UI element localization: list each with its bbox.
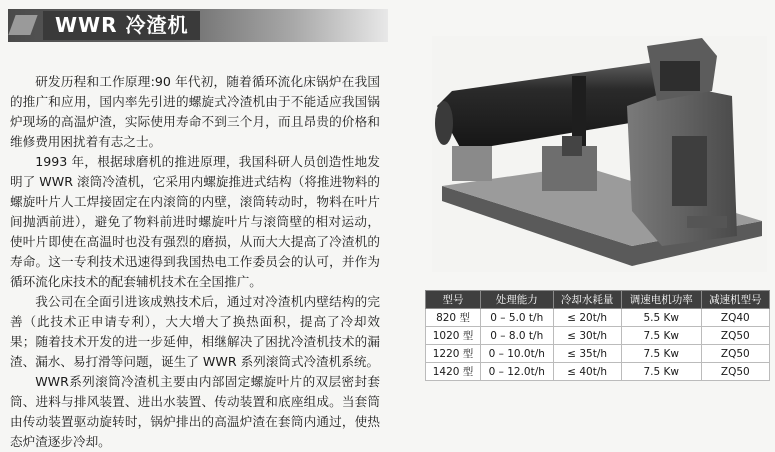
cell-reducer: ZQ50 — [701, 327, 769, 345]
column-header-motor: 调速电机功率 — [621, 291, 701, 309]
table-row — [426, 345, 770, 363]
cell-motor: 7.5 Kw — [621, 363, 701, 381]
column-header-reducer: 减速机型号 — [701, 291, 769, 309]
table-row — [426, 309, 770, 327]
cell-model: 1020 型 — [426, 327, 481, 345]
column-header-model: 型号 — [426, 291, 481, 309]
cell-model: 1420 型 — [426, 363, 481, 381]
cell-water: ≤ 35t/h — [553, 345, 621, 363]
cell-reducer: ZQ50 — [701, 363, 769, 381]
table-header-row — [426, 291, 770, 309]
cell-model: 820 型 — [426, 309, 481, 327]
cell-reducer: ZQ50 — [701, 345, 769, 363]
cell-water: ≤ 40t/h — [553, 363, 621, 381]
paragraph-structure: WWR系列滚筒冷渣机主要由内部固定螺旋叶片的双层密封套筒、进料与排风装置、进出水装置、传动装置和底座组成。当套筒由传动装置驱动旋转时，锅炉排出的高温炉渣在套筒内通过，使热态炉渣逐步冷却。 — [10, 374, 380, 449]
cell-reducer: ZQ40 — [701, 309, 769, 327]
cell-water: ≤ 20t/h — [553, 309, 621, 327]
paragraph-improvement: 我公司在全面引进该成熟技术后，通过对冷渣机内壁结构的完善（此技术正申请专利），大大增大了换热面积，提高了冷却效果；随着技术开发的进一步延伸，相继解决了困扰冷渣机技术的漏渣、漏水、易打滑等问题，诞生了 WWR 系列滚筒式冷渣机系统。 — [10, 294, 380, 369]
cell-model: 1220 型 — [426, 345, 481, 363]
paragraph-history: 研发历程和工作原理:90 年代初，随着循环流化床锅炉在我国的推广和应用，国内率先引进的螺旋式冷渣机由于不能适应我国锅炉现场的高温炉渣，实际使用寿命不到三个月，而且昂贵的价格和维修费用困扰着有志之士。 — [10, 74, 380, 149]
paragraph-invention: 1993 年，根据球磨机的推进原理，我国科研人员创造性地发明了 WWR 滚筒冷渣机，它采用内螺旋推进式结构（将推进物料的螺旋叶片人工焊接固定在内滚筒的内壁，滚筒转动时，物料在叶片间抛洒前进），避免了物料前进时螺旋叶片与滚筒壁的相对运动，使叶片即使在高温时也没有强烈的磨损，从而大大提高了冷渣机的寿命。这一专利技术迅速得到我国热电工作委员会的认可，并作为循环流化床技术的配套辅机技术在全国推广。 — [10, 154, 380, 289]
column-header-water: 冷却水耗量 — [553, 291, 621, 309]
cell-capacity: 0 – 5.0 t/h — [481, 309, 553, 327]
cell-motor: 7.5 Kw — [621, 327, 701, 345]
column-header-capacity: 处理能力 — [481, 291, 553, 309]
cell-capacity: 0 – 8.0 t/h — [481, 327, 553, 345]
cell-motor: 5.5 Kw — [621, 309, 701, 327]
spec-table — [425, 290, 770, 381]
cell-water: ≤ 30t/h — [553, 327, 621, 345]
table-row — [426, 327, 770, 345]
cooler-machine-photo — [432, 36, 767, 272]
body-text — [10, 72, 380, 452]
cell-capacity: 0 – 10.0t/h — [481, 345, 553, 363]
page-title: WWR 冷渣机 — [43, 11, 200, 40]
cell-capacity: 0 – 12.0t/h — [481, 363, 553, 381]
cell-motor: 7.5 Kw — [621, 345, 701, 363]
table-row — [426, 363, 770, 381]
